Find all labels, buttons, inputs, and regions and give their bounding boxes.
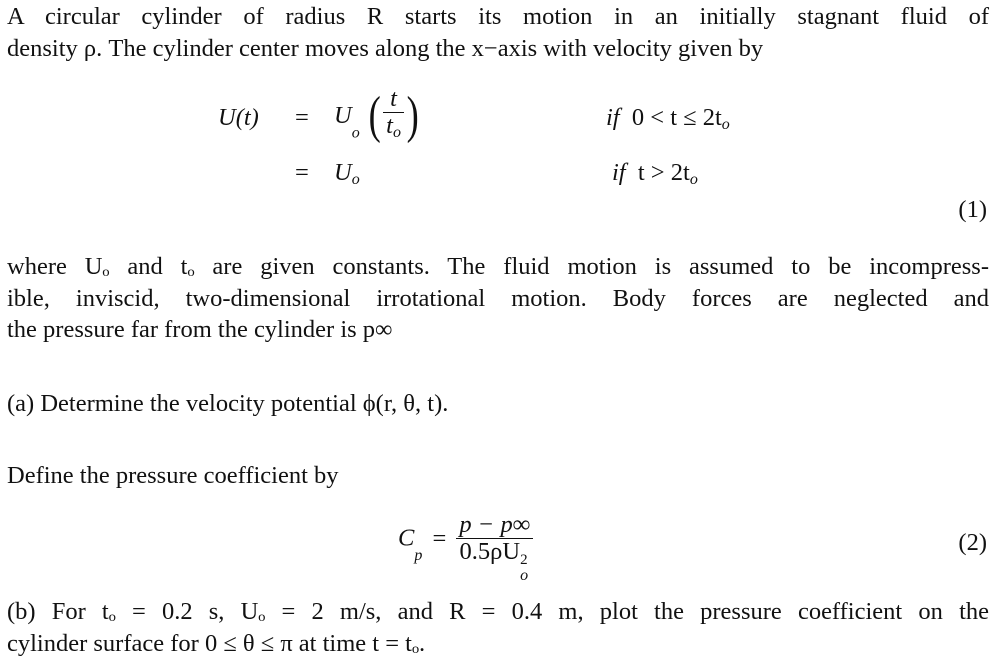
define-text-block — [7, 460, 989, 492]
assumptions-line-1: where Uₒ and tₒ are given constants. The fluid motion is assumed to be incompress- — [7, 253, 989, 280]
equation-2-fraction — [456, 511, 533, 584]
equation-1-cond-row2-text: t > 2t — [637, 159, 690, 186]
equation-1-cond-row2 — [612, 158, 698, 195]
equation-2 — [398, 511, 533, 584]
equation-2-lhs: C — [398, 524, 415, 552]
assumptions-line-3: the pressure far from the cylinder is p∞ — [7, 316, 393, 343]
equation-2-den-text: 0.5ρU — [459, 538, 521, 565]
assumptions-line-2: ible, inviscid, two-dimensional irrotational motion. Body forces are neglected and — [7, 284, 989, 312]
right-paren: ) — [406, 87, 419, 144]
equation-1-eq-sign-row1 — [295, 103, 309, 133]
assumptions-paragraph — [7, 251, 989, 346]
equation-1-row2-coef-sub: o — [351, 171, 360, 188]
equation-2-den-sup: 2 — [520, 552, 528, 568]
intro-paragraph — [7, 1, 989, 64]
equation-1-cond-row1-text: 0 < t ≤ 2t — [631, 104, 722, 131]
part-b-line-2: cylinder surface for 0 ≤ θ ≤ π at time t = tₒ. — [7, 629, 426, 657]
equation-1-row2-coef: U — [334, 159, 352, 186]
equation-2-den-sub: o — [520, 567, 529, 584]
equation-1-frac-num: t — [390, 85, 397, 112]
equation-1-eq-sign-row1-text: = — [295, 104, 309, 131]
part-a-text: (a) Determine the velocity potential ϕ(r, θ, t). — [7, 390, 449, 417]
equation-1-frac-den — [383, 112, 404, 146]
equation-1-cond-row1-sub: o — [721, 116, 730, 133]
equation-1-lhs — [218, 103, 259, 133]
part-a — [7, 388, 989, 420]
left-paren: ( — [368, 87, 381, 144]
equation-2-eq-sign: = — [432, 524, 447, 552]
equation-1-eq-sign-row2-text: = — [295, 159, 309, 186]
equation-1-rhs-row2 — [334, 158, 360, 195]
equation-2-den — [456, 538, 533, 584]
equation-1-cond-row2-if: if — [612, 159, 626, 186]
equation-1-cond-row1-if: if — [606, 104, 620, 131]
equation-1-cond-row1 — [606, 103, 730, 140]
equation-1-row1-coef: U — [334, 102, 352, 129]
part-b-line-1: (b) For tₒ = 0.2 s, Uₒ = 2 m/s, and R = 0.4 m, plot the pressure coefficient on the — [7, 598, 989, 625]
equation-2-num: p − p∞ — [459, 511, 531, 538]
equation-1-fraction — [383, 86, 404, 146]
intro-line-1: A circular cylinder of radius R starts its motion in an initially stagnant fluid of — [7, 3, 989, 30]
define-text: Define the pressure coefficient by — [7, 462, 339, 489]
part-b — [7, 596, 989, 659]
equation-1-number: (1) — [958, 196, 987, 223]
equation-1-lhs-text: U(t) — [218, 104, 259, 131]
equation-2-number: (2) — [958, 529, 987, 556]
intro-line-2: density ρ. The cylinder center moves along the x−axis with velocity given by — [7, 34, 764, 62]
equation-1-frac-den-sub: o — [392, 124, 401, 141]
equation-2-lhs-sub: p — [414, 547, 423, 565]
equation-1-frac-den-text: t — [386, 112, 393, 139]
equation-1-eq-sign-row2 — [295, 158, 309, 188]
equation-1-row1-coef-sub: o — [351, 124, 360, 142]
equation-1-rhs-row1 — [334, 86, 421, 149]
equation-1-cond-row2-sub: o — [689, 171, 698, 188]
